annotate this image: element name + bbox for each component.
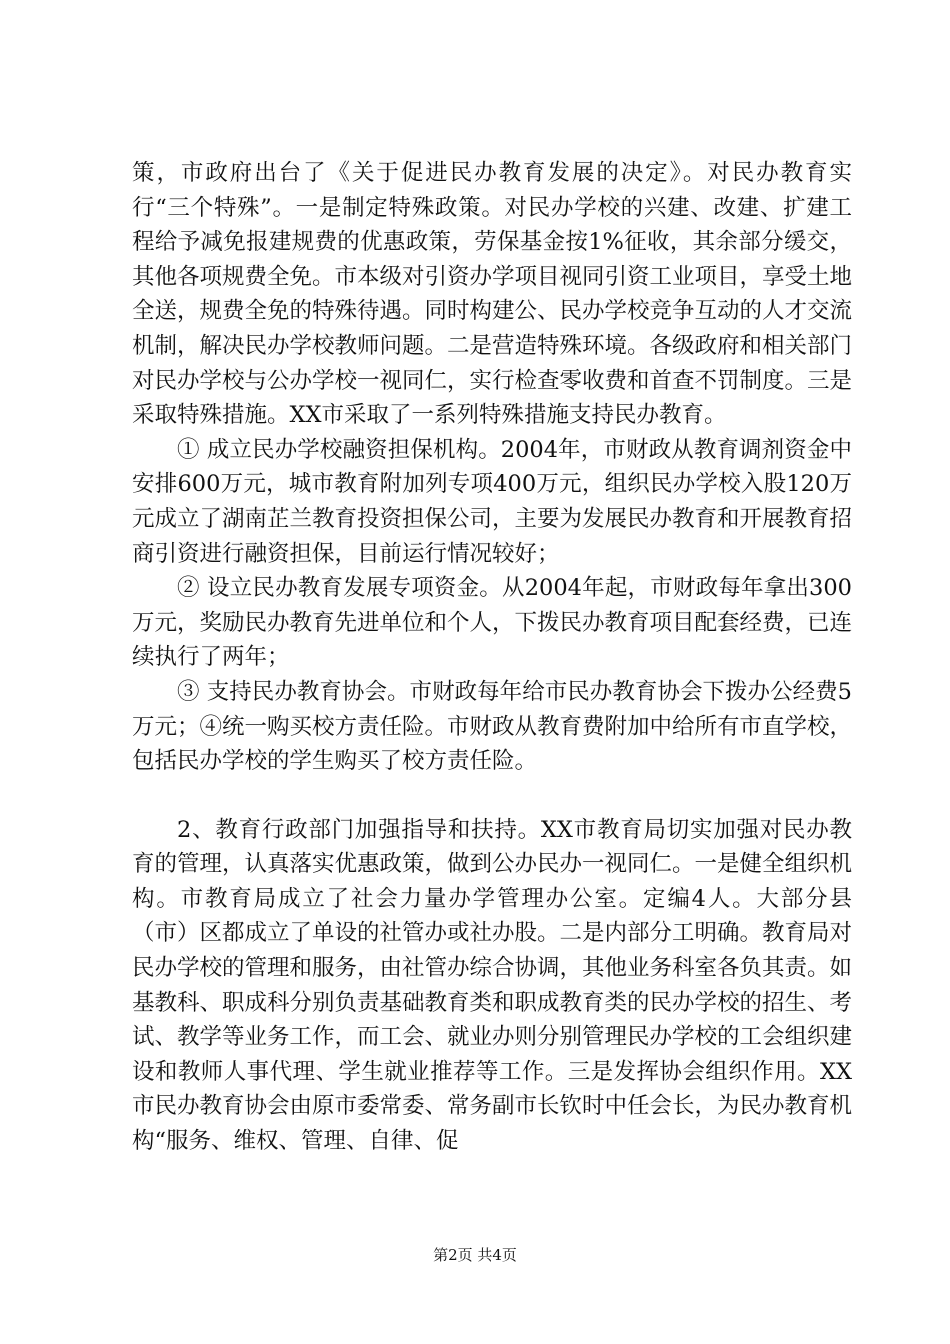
paragraph-item-3: ③ 支持民办教育协会。市财政每年给市民办教育协会下拨办公经费5万元；④统一购买校方责任险。市财政从教育费附加中给所有市直学校，包括民办学校的学生购买了校方责任险。: [132, 678, 853, 775]
page-footer: 第2页 共4页: [433, 1246, 517, 1264]
paragraph-policy: 策，市政府出台了《关于促进民办教育发展的决定》。对民办教育实行“三个特殊”。一是制定特殊政策。对民办学校的兴建、改建、扩建工程给予减免报建规费的优惠政策，劳保基金按1%征收，其余部分缓交，其他各项规费全免。市本级对引资办学项目视同引资工业项目，享受土地全送，规费全免的特殊待遇。同时构建公、民办学校竞争互动的人才交流机制，解决民办学校教师问题。二是营造特殊环境。各级政府和相关部门对民办学校与公办学校一视同仁，实行检查零收费和首查不罚制度。三是采取特殊措施。XX市采取了一系列特殊措施支持民办教育。: [132, 160, 853, 429]
document-body: [132, 156, 852, 1159]
paragraph-item-1: ① 成立民办学校融资担保机构。2004年，市财政从教育调剂资金中安排600万元，城市教育附加列专项400万元，组织民办学校入股120万元成立了湖南芷兰教育投资担保公司，主要为发展民办教育和开展教育招商引资进行融资担保，目前运行情况较好；: [132, 436, 853, 567]
paragraph-item-2: ② 设立民办教育发展专项资金。从2004年起，市财政每年拿出300万元，奖励民办教育先进单位和个人，下拨民办教育项目配套经费，已连续执行了两年；: [132, 575, 853, 671]
paragraph-section-2: 2、教育行政部门加强指导和扶持。XX市教育局切实加强对民办教育的管理，认真落实优惠政策，做到公办民办一视同仁。一是健全组织机构。市教育局成立了社会力量办学管理办公室。定编4人。大部分县（市）区都成立了单设的社管办或社办股。二是内部分工明确。教育局对民办学校的管理和服务，由社管办综合协调，其他业务科室各负其责。如基教科、职成科分别负责基础教育类和职成教育类的民办学校的招生、考试、教学等业务工作，而工会、就业办则分别管理民办学校的工会组织建设和教师人事代理、学生就业推荐等工作。三是发挥协会组织作用。XX市民办教育协会由原市委常委、常务副市长钦时中任会长，为民办教育机构“服务、维权、管理、自律、促: [132, 816, 853, 1155]
paragraph-spacer: [132, 779, 852, 813]
